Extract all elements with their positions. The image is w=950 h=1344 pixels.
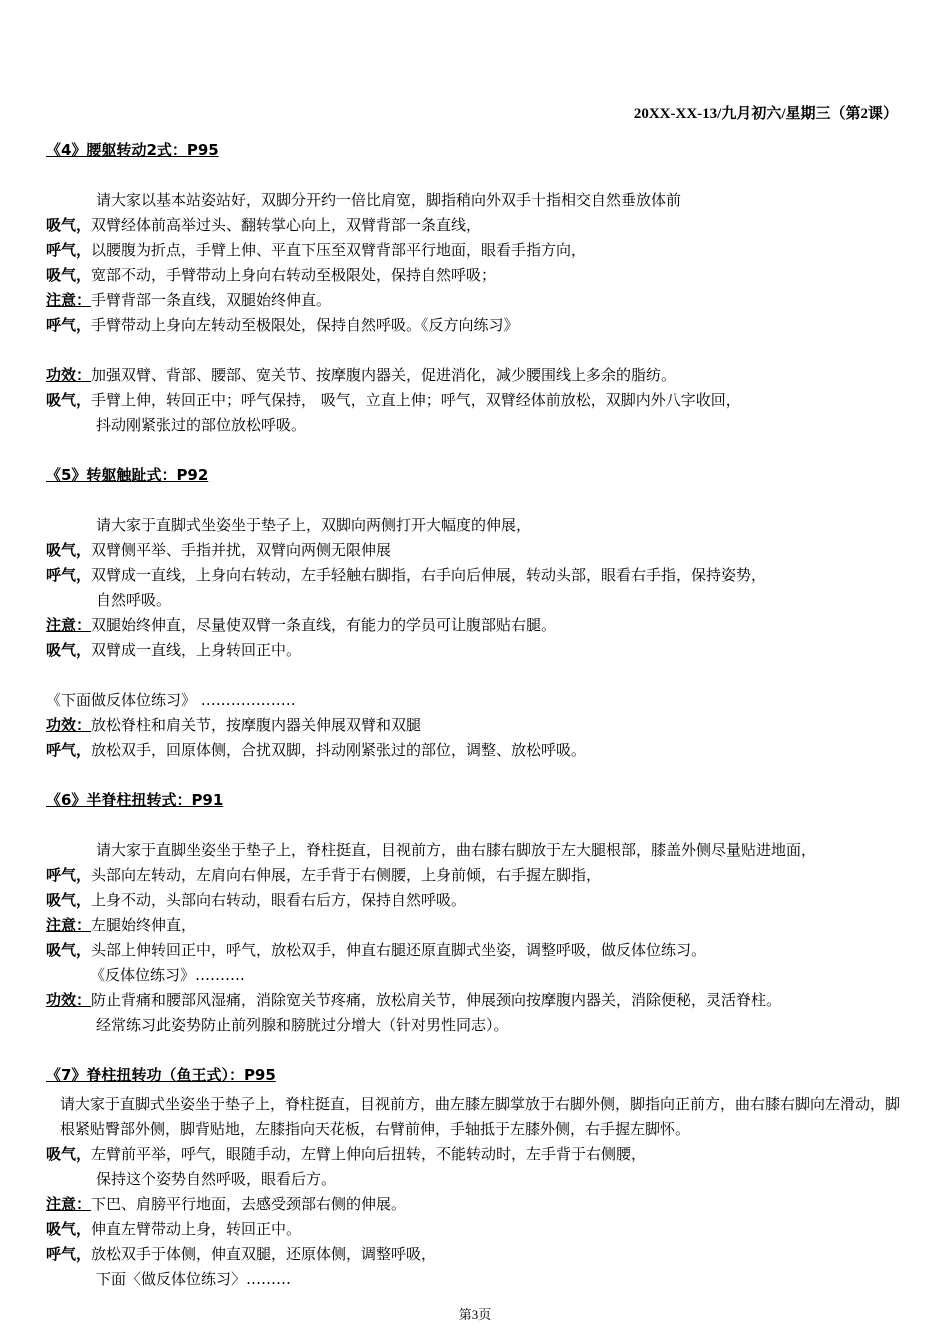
- s6-benefit: 功效：防止背痛和腰部风湿痛，消除宽关节疼痛，放松肩关节，伸展颈向按摩腹内器关，消除便秘，灵活脊柱。: [46, 991, 782, 1009]
- section-7-title: 《7》脊柱扭转功（鱼王式）：P95: [46, 1066, 276, 1084]
- s5-line: 吸气，双臂成一直线，上身转回正中。: [46, 641, 302, 659]
- s7-cont: 保持这个姿势自然呼吸，眼看后方。: [96, 1170, 337, 1188]
- s6-cont: 经常练习此姿势防止前列腺和膀胱过分增大（针对男性同志）。: [96, 1016, 509, 1034]
- s7-note: 注意：下巴、肩膀平行地面，去感受颈部右侧的伸展。: [46, 1195, 407, 1213]
- s5-cont: 自然呼吸。: [96, 591, 172, 609]
- section-4-title: 《4》腰躯转动2式：P95: [46, 141, 219, 159]
- s7-cont: 下面〈做反体位练习〉………: [96, 1270, 292, 1288]
- s6-line: 吸气，头部上伸转回正中，呼气，放松双手，伸直右腿还原直脚式坐姿，调整呼吸，做反体位练习。: [46, 941, 707, 959]
- s6-note: 注意：左腿始终伸直，: [46, 916, 197, 934]
- s4-benefit: 功效：加强双臂、背部、腰部、宽关节、按摩腹内器关，促进消化，减少腰围线上多余的脂纺。: [46, 366, 677, 384]
- s4-cont: 抖动刚紧张过的部位放松呼吸。: [96, 416, 307, 434]
- s7-line: 吸气，伸直左臂带动上身，转回正中。: [46, 1220, 302, 1238]
- s4-line: 呼气，手臂带动上身向左转动至极限处，保持自然呼吸。《反方向练习》: [46, 316, 519, 334]
- s4-line: 吸气，手臂上伸，转回正中；呼气保持， 吸气，立直上伸；呼气，双臂经体前放松，双脚内外八字收回，: [46, 391, 741, 409]
- s5-note: 注意：双腿始终伸直，尽量使双臂一条直线，有能力的学员可让腹部贴右腿。: [46, 616, 557, 634]
- s4-intro: 请大家以基本站姿站好，双脚分开约一倍比肩宽，脚指稍向外双手十指相交自然垂放体前: [96, 191, 682, 209]
- s5-line: 呼气，放松双手，回原体侧，合扰双脚，抖动刚紧张过的部位，调整、放松呼吸。: [46, 741, 587, 759]
- page-header: 20XX-XX-13/九月初六/星期三（第2课）: [633, 106, 898, 122]
- s4-line: 呼气，以腰腹为折点，手臂上伸、平直下压至双臂背部平行地面，眼看手指方向，: [46, 241, 587, 259]
- section-5-title: 《5》转躯触趾式：P92: [46, 466, 209, 484]
- section-6-title: 《6》半脊柱扭转式：P91: [46, 791, 224, 809]
- s6-reverse: 《反体位练习》……….: [90, 966, 245, 984]
- s6-line: 呼气，头部向左转动，左肩向右伸展，左手背于右侧腰，上身前倾，右手握左脚指，: [46, 866, 602, 884]
- page-number: 第3页: [458, 1307, 492, 1322]
- s7-line: 呼气，放松双手于体侧，伸直双腿，还原体侧，调整呼吸，: [46, 1245, 437, 1263]
- s4-line: 吸气，宽部不动，手臂带动上身向右转动至极限处，保持自然呼吸；: [46, 266, 497, 284]
- s6-intro: 请大家于直脚坐姿坐于垫子上，脊柱挺直，目视前方，曲右膝右脚放于左大腿根部，膝盖外侧尽量贴进地面，: [96, 841, 817, 859]
- s7-intro: 请大家于直脚式坐姿坐于垫子上，脊柱挺直，目视前方，曲左膝左脚掌放于右脚外侧，脚指向正前方，曲右膝右脚向左滑动，脚根紧贴臀部外侧，脚背贴地，左膝指向天花板，右臂前伸，手轴抵于左膝外侧，右手握左脚怀。: [60, 1095, 901, 1138]
- s5-reverse: 《下面做反体位练习》 ……………….: [46, 691, 296, 709]
- s4-line: 吸气，双臂经体前高举过头、翻转掌心向上，双臂背部一条直线，: [46, 216, 482, 234]
- s5-line: 吸气，双臂侧平举、手指并扰，双臂向两侧无限伸展: [46, 541, 392, 559]
- s5-line: 呼气，双臂成一直线，上身向右转动，左手轻触右脚指，右手向后伸展，转动头部，眼看右手指，保持姿势，: [46, 566, 767, 584]
- s5-intro: 请大家于直脚式坐姿坐于垫子上，双脚向两侧打开大幅度的伸展，: [96, 516, 532, 534]
- s4-note: 注意：手臂背部一条直线，双腿始终伸直。: [46, 291, 332, 309]
- s5-benefit: 功效：放松脊柱和肩关节，按摩腹内器关伸展双臂和双腿: [46, 716, 422, 734]
- s7-line: 吸气，左臂前平举，呼气，眼随手动，左臂上伸向后扭转，不能转动时，左手背于右侧腰，: [46, 1145, 647, 1163]
- s6-line: 吸气，上身不动，头部向右转动，眼看右后方，保持自然呼吸。: [46, 891, 467, 909]
- document-body: [46, 138, 906, 1292]
